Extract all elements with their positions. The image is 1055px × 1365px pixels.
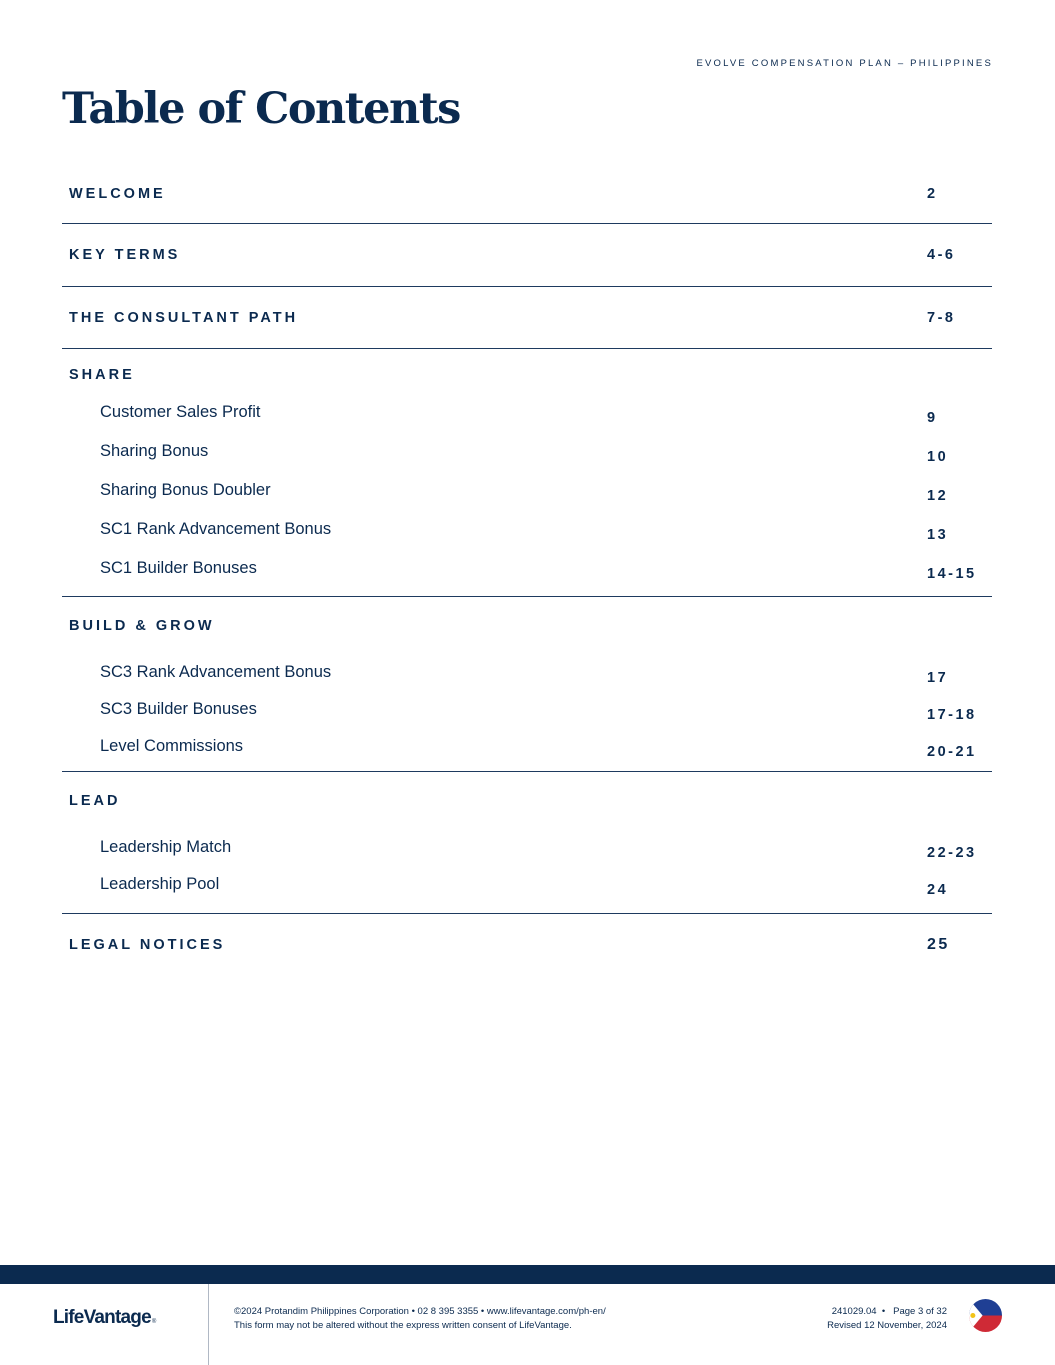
footer-divider	[208, 1284, 209, 1365]
toc-subitems-build-grow	[62, 654, 992, 771]
toc-section-welcome	[62, 165, 992, 224]
toc-subitem-label: Sharing Bonus Doubler	[100, 481, 271, 499]
toc-subitem[interactable]	[62, 829, 992, 866]
toc-subitem[interactable]	[62, 691, 992, 728]
logo-text: LifeVantage	[53, 1307, 151, 1328]
page-footer	[0, 1284, 1055, 1365]
lifevantage-logo	[53, 1307, 156, 1329]
toc-subitem-label: Leadership Pool	[100, 875, 220, 893]
toc-section-key-terms	[62, 224, 992, 287]
toc-page-number: 17-18	[927, 706, 977, 723]
philippines-flag-icon	[968, 1298, 1003, 1333]
footer-doc-info	[827, 1305, 947, 1333]
logo-registered-mark: ®	[151, 1319, 157, 1325]
toc-subitem[interactable]	[62, 393, 992, 432]
toc-subitem-label: Level Commissions	[100, 737, 244, 755]
toc-section-label: KEY TERMS	[69, 247, 181, 263]
footer-line-2: This form may not be altered without the express written consent of LifeVantage.	[234, 1320, 572, 1331]
toc-section-label: WELCOME	[69, 186, 166, 202]
table-of-contents	[62, 165, 992, 976]
toc-entry-welcome[interactable]	[62, 165, 992, 223]
footer-bar	[0, 1265, 1055, 1284]
toc-subitems-lead	[62, 829, 992, 913]
toc-page-number: 20-21	[927, 743, 977, 760]
toc-page-number: 2	[927, 186, 938, 202]
toc-subitem[interactable]	[62, 866, 992, 903]
toc-section-share	[62, 349, 992, 597]
footer-revised-date: Revised 12 November, 2024	[827, 1320, 947, 1331]
toc-subitem[interactable]	[62, 471, 992, 510]
footer-line-1: ©2024 Protandim Philippines Corporation • 02 8 395 3355 • www.lifevantage.com/ph-en/	[234, 1306, 606, 1317]
toc-page-number: 12	[927, 487, 949, 504]
toc-subitem-label: SC1 Rank Advancement Bonus	[100, 520, 332, 538]
toc-page-number: 10	[927, 448, 949, 465]
toc-page-number: 17	[927, 669, 949, 686]
toc-entry-key-terms[interactable]	[62, 224, 992, 286]
toc-section-label: LEGAL NOTICES	[69, 937, 226, 953]
page-title: Table of Contents	[62, 84, 460, 134]
toc-page-number: 9	[927, 409, 938, 426]
toc-page-number: 25	[927, 936, 950, 953]
toc-subitem-label: Leadership Match	[100, 838, 232, 856]
toc-subitems-share	[62, 393, 992, 596]
toc-page-number: 24	[927, 881, 949, 898]
toc-heading-lead	[62, 772, 992, 829]
document-header-label: EVOLVE COMPENSATION PLAN – PHILIPPINES	[696, 58, 993, 69]
toc-subitem[interactable]	[62, 654, 992, 691]
toc-subitem-label: SC1 Builder Bonuses	[100, 559, 257, 577]
footer-copyright	[234, 1305, 606, 1333]
toc-subitem-label: SC3 Builder Bonuses	[100, 700, 257, 718]
toc-subitem[interactable]	[62, 549, 992, 588]
toc-page-number: 4-6	[927, 247, 956, 263]
footer-page-info: 241029.04 • Page 3 of 32	[831, 1306, 947, 1317]
toc-entry-consultant-path[interactable]	[62, 287, 992, 348]
toc-section-label: THE CONSULTANT PATH	[69, 309, 299, 326]
toc-section-label: LEAD	[69, 792, 121, 809]
toc-subitem[interactable]	[62, 432, 992, 471]
toc-subitem-label: SC3 Rank Advancement Bonus	[100, 663, 332, 681]
toc-section-lead	[62, 772, 992, 914]
toc-section-label: BUILD & GROW	[69, 617, 215, 634]
toc-subitem-label: Customer Sales Profit	[100, 403, 261, 421]
toc-page-number: 22-23	[927, 844, 977, 861]
toc-entry-legal-notices[interactable]	[62, 914, 992, 976]
toc-page-number: 7-8	[927, 309, 956, 326]
toc-section-label: SHARE	[69, 367, 135, 383]
toc-subitem[interactable]	[62, 728, 992, 765]
toc-page-number: 13	[927, 526, 949, 543]
toc-section-consultant-path	[62, 287, 992, 349]
toc-section-legal-notices	[62, 914, 992, 976]
toc-subitem-label: Sharing Bonus	[100, 442, 209, 460]
toc-section-build-grow	[62, 597, 992, 772]
toc-heading-build-grow	[62, 597, 992, 654]
toc-page-number: 14-15	[927, 565, 977, 582]
toc-subitem[interactable]	[62, 510, 992, 549]
